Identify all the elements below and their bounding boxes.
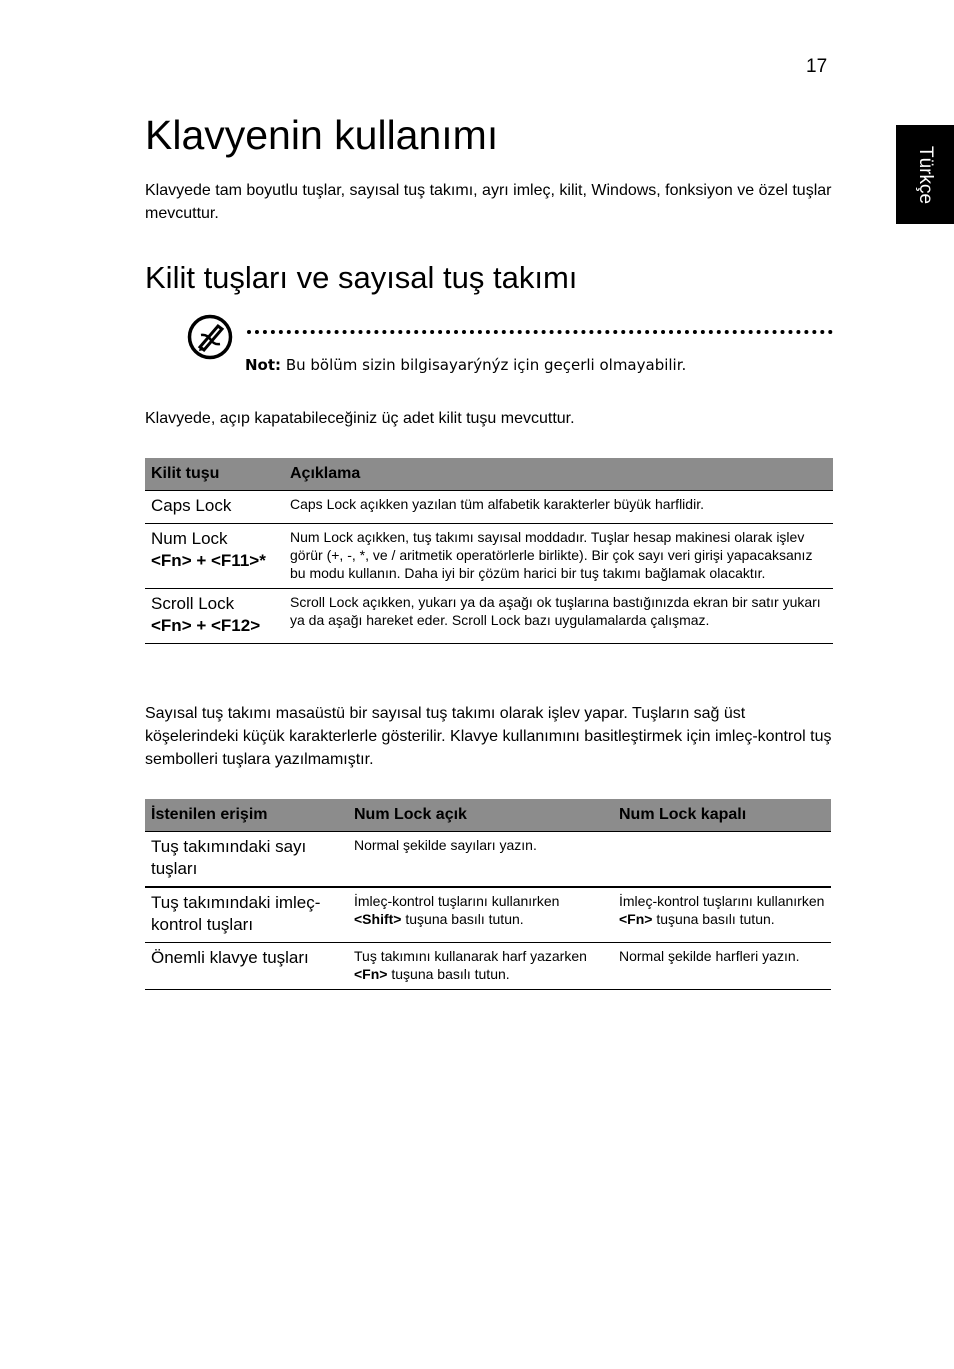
table-row (145, 887, 831, 943)
num-lock-on-cell (348, 887, 613, 943)
key-cell (145, 589, 284, 644)
key-combo: <Fn> + <F12> (151, 616, 261, 635)
cell-key-text: <Fn> (354, 966, 388, 982)
language-tab (896, 125, 954, 224)
cell-text: Normal şekilde harfleri yazın. (619, 948, 800, 964)
table-header-row (145, 799, 831, 832)
table-header-row (145, 458, 833, 491)
cell-key-text: <Shift> (354, 911, 402, 927)
key-name: Caps Lock (151, 496, 232, 515)
lock-keys-table (145, 458, 833, 644)
note-label: Not: (245, 356, 282, 374)
access-cell: Önemli klavye tuşları (145, 943, 348, 990)
column-header: Num Lock açık (348, 799, 613, 832)
note-text (245, 356, 686, 374)
intro-paragraph: Klavyede tam boyutlu tuşlar, sayısal tuş takımı, ayrı imleç, kilit, Windows, fonksiyon ve özel tuşlar mevcuttur. (145, 182, 832, 222)
num-lock-off-cell (613, 832, 831, 888)
lock-keys-intro: Klavyede, açıp kapatabileceğiniz üç adet kilit tuşu mevcuttur. (145, 410, 575, 427)
note-divider (247, 330, 833, 334)
table-row (145, 524, 833, 589)
num-lock-on-cell (348, 943, 613, 990)
page-title: Klavyenin kullanımı (145, 112, 499, 158)
cell-text: Tuş takımını kullanarak harf yazarken (354, 948, 587, 964)
num-lock-off-cell (613, 887, 831, 943)
keypad-paragraph: Sayısal tuş takımı masaüstü bir sayısal tuş takımı olarak işlev yapar. Tuşların sağ üst köşelerindeki küçük karakterlerle gösterilir. Klavye kullanımını basitleştirmek için imleç-kontrol tuş sembolleri tuşlara yazılmamıştır. (145, 705, 832, 768)
num-lock-on-cell (348, 832, 613, 888)
description-cell: Caps Lock açıkken yazılan tüm alfabetik karakterler büyük harflidir. (284, 491, 833, 524)
key-cell (145, 524, 284, 589)
cell-text: tuşuna basılı tutun. (652, 911, 775, 927)
key-name: Num Lock (151, 529, 228, 548)
key-cell (145, 491, 284, 524)
cell-text: İmleç-kontrol tuşlarını kullanırken (354, 893, 560, 909)
column-header: İstenilen erişim (145, 799, 348, 832)
table-row (145, 943, 831, 990)
table-row (145, 589, 833, 644)
key-combo: <Fn> + <F11>* (151, 551, 266, 570)
cell-text: tuşuna basılı tutun. (387, 966, 510, 982)
access-cell: Tuş takımındaki imleç-kontrol tuşları (145, 887, 348, 943)
key-name: Scroll Lock (151, 594, 235, 613)
access-cell: Tuş takımındaki sayı tuşları (145, 832, 348, 888)
num-lock-off-cell (613, 943, 831, 990)
column-header: Açıklama (284, 458, 833, 491)
table-row (145, 832, 831, 888)
cell-text: tuşuna basılı tutun. (401, 911, 524, 927)
description-cell: Scroll Lock açıkken, yukarı ya da aşağı ok tuşlarına bastığınızda ekran bir satır yukarı ya da aşağı hareket eder. Scroll Lock bazı uygulamalarda çalışmaz. (284, 589, 833, 644)
cell-text: İmleç-kontrol tuşlarını kullanırken (619, 893, 825, 909)
cell-key-text: <Fn> (619, 911, 653, 927)
keypad-access-table (145, 799, 831, 990)
section-title: Kilit tuşları ve sayısal tuş takımı (145, 260, 578, 295)
page-number: 17 (806, 56, 828, 77)
column-header: Kilit tuşu (145, 458, 284, 491)
column-header: Num Lock kapalı (613, 799, 831, 832)
description-cell: Num Lock açıkken, tuş takımı sayısal moddadır. Tuşlar hesap makinesi olarak işlev görür (+, -, *, ve / aritmetik operatörlerle birlikte). Bir çok sayı veri girişi yapacaksanız bu modu kullanın. Daha iyi bir çözüm harici bir tuş takımı bağlamak olacaktır. (284, 524, 833, 589)
cell-text: Normal şekilde sayıları yazın. (354, 837, 537, 853)
note-icon (187, 314, 233, 360)
note-body: Bu bölüm sizin bilgisayarýnýz için geçerli olmayabilir. (285, 356, 687, 374)
table-row (145, 491, 833, 524)
language-tab-label: Türkçe (915, 145, 936, 204)
